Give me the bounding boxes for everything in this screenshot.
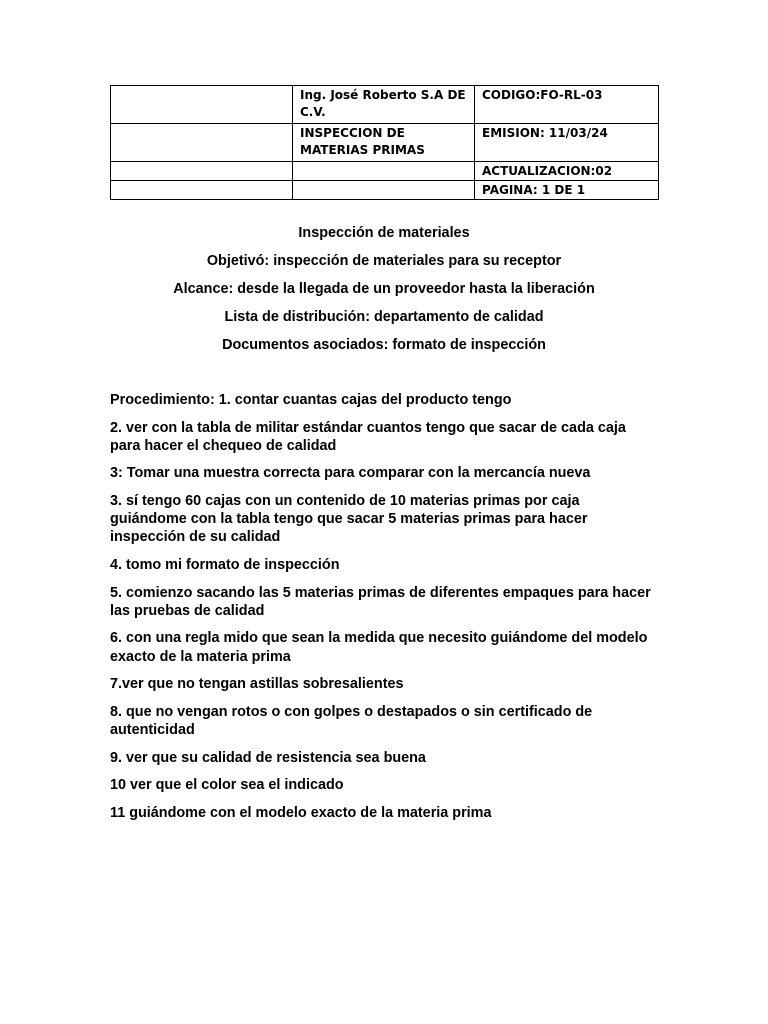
logo-cell — [111, 86, 293, 124]
procedure-step: 11 guiándome con el modelo exacto de la materia prima — [110, 804, 492, 821]
document-code: CODIGO:FO-RL-03 — [475, 86, 659, 124]
empty-cell — [111, 181, 293, 200]
empty-cell — [111, 162, 293, 181]
procedure-step: 4. tomo mi formato de inspección — [110, 556, 340, 573]
procedure-step: 3. sí tengo 60 cajas con un contenido de 10 materias primas por caja guiándome con la tabla tengo que sacar 5 materias primas para hacer inspección de su calidad — [110, 492, 588, 546]
procedure-step: 2. ver con la tabla de militar estándar cuantos tengo que sacar de cada caja para hacer el chequeo de calidad — [110, 419, 626, 454]
page-number: PAGINA: 1 DE 1 — [475, 181, 659, 200]
procedure-step: 9. ver que su calidad de resistencia sea buena — [110, 749, 426, 766]
header-row — [111, 181, 659, 200]
emission-date: EMISION: 11/03/24 — [475, 124, 659, 162]
objective-text: Objetivó: inspección de materiales para su receptor — [206, 253, 562, 269]
header-row — [111, 124, 659, 162]
section-title: Inspección de materiales — [298, 225, 470, 241]
procedure-step: 5. comienzo sacando las 5 materias primas de diferentes empaques para hacer las pruebas de calidad — [110, 584, 651, 619]
empty-cell — [111, 124, 293, 162]
header-row — [111, 86, 659, 124]
procedure-list — [110, 391, 658, 831]
procedure-step: 3: Tomar una muestra correcta para comparar con la mercancía nueva — [110, 465, 591, 482]
procedure-step: 6. con una regla mido que sean la medida que necesito guiándome del modelo exacto de la materia prima — [110, 630, 648, 665]
scope-text: Alcance: desde la llegada de un proveedor hasta la liberación — [173, 281, 595, 297]
associated-docs-text: Documentos asociados: formato de inspección — [222, 337, 546, 353]
procedure-step: 7.ver que no tengan astillas sobresalientes — [110, 676, 404, 693]
empty-cell — [293, 181, 475, 200]
empty-cell — [293, 162, 475, 181]
document-header-table — [110, 85, 659, 200]
company-name: Ing. José Roberto S.A DE C.V. — [293, 86, 475, 124]
update-version: ACTUALIZACION:02 — [475, 162, 659, 181]
title-block — [110, 224, 658, 364]
distribution-text: Lista de distribución: departamento de calidad — [224, 309, 544, 325]
procedure-step: Procedimiento: 1. contar cuantas cajas del producto tengo — [110, 392, 512, 408]
procedure-step: 10 ver que el color sea el indicado — [110, 777, 344, 794]
header-row — [111, 162, 659, 181]
procedure-step: 8. que no vengan rotos o con golpes o destapados o sin certificado de autenticidad — [110, 703, 593, 738]
document-title: INSPECCION DE MATERIAS PRIMAS — [293, 124, 475, 162]
